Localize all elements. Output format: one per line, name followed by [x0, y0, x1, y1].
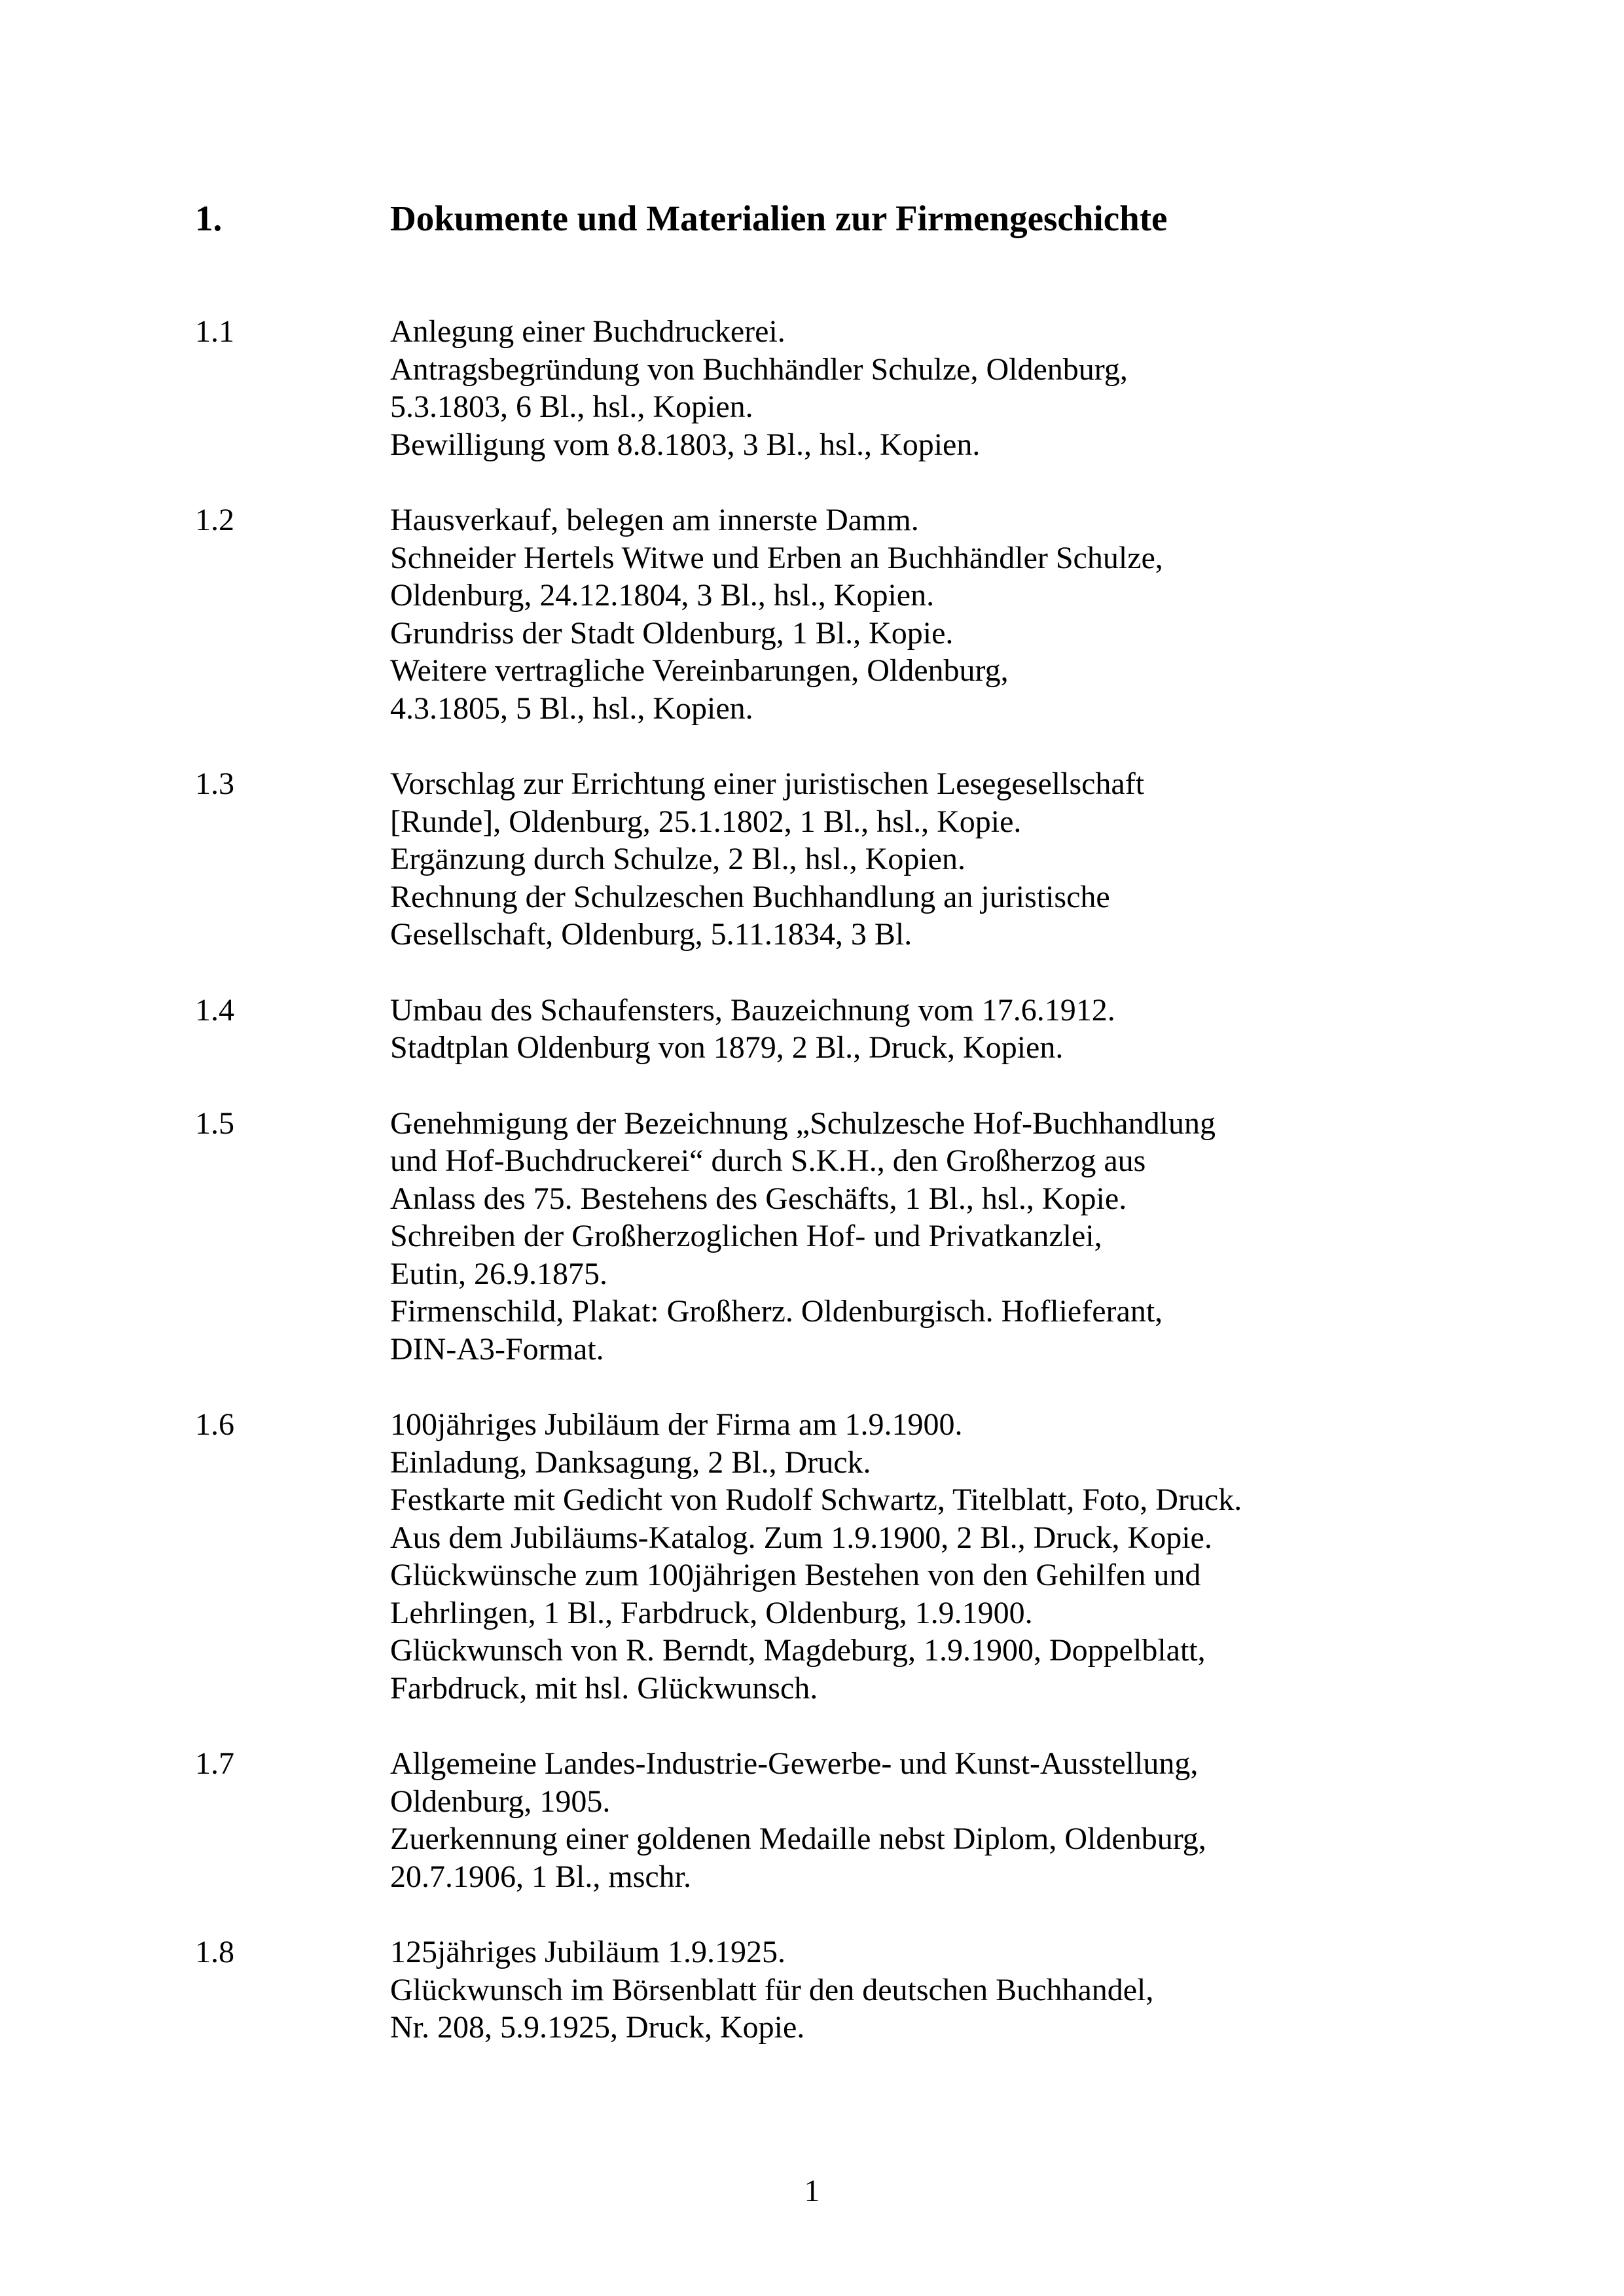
entry-number: 1.5	[195, 1105, 234, 1141]
section-heading	[195, 192, 1504, 245]
entry-line: Anlass des 75. Bestehens des Geschäfts, 1 Bl., hsl., Kopie.	[390, 1181, 1127, 1216]
entry-line: Oldenburg, 24.12.1804, 3 Bl., hsl., Kopien.	[390, 578, 935, 613]
entry-text	[390, 1406, 1439, 1707]
entry-text	[390, 501, 1439, 727]
entry-line: Weitere vertragliche Vereinbarungen, Oldenburg,	[390, 653, 1009, 688]
entry-line: Nr. 208, 5.9.1925, Druck, Kopie.	[390, 2010, 805, 2045]
entry-list	[195, 313, 1439, 2085]
entry-text	[390, 992, 1439, 1067]
entry-number: 1.6	[195, 1407, 234, 1442]
entry-line: und Hof-Buchdruckerei“ durch S.K.H., den Großherzog aus	[390, 1143, 1146, 1178]
list-item	[195, 992, 1439, 1067]
entry-text	[390, 1745, 1439, 1895]
entry-line: Oldenburg, 1905.	[390, 1784, 611, 1819]
list-item	[195, 765, 1439, 954]
entry-text	[390, 1105, 1439, 1369]
entry-line: Glückwunsch von R. Berndt, Magdeburg, 1.9.1900, Doppelblatt,	[390, 1633, 1206, 1668]
entry-number: 1.8	[195, 1935, 234, 1969]
list-item	[195, 1933, 1439, 2047]
list-item	[195, 313, 1439, 463]
entry-line: 100jähriges Jubiläum der Firma am 1.9.1900.	[390, 1407, 963, 1442]
entry-number: 1.4	[195, 992, 234, 1028]
entry-line: Rechnung der Schulzeschen Buchhandlung an juristische	[390, 879, 1110, 914]
list-item	[195, 501, 1439, 727]
section-title: Dokumente und Materialien zur Firmengeschichte	[390, 198, 1168, 238]
entry-text	[390, 765, 1439, 954]
entry-line: Aus dem Jubiläums-Katalog. Zum 1.9.1900, 2 Bl., Druck, Kopie.	[390, 1520, 1212, 1555]
entry-line: Festkarte mit Gedicht von Rudolf Schwartz, Titelblatt, Foto, Druck.	[390, 1482, 1242, 1517]
entry-line: Zuerkennung einer goldenen Medaille nebst Diplom, Oldenburg,	[390, 1821, 1206, 1856]
list-item	[195, 1406, 1439, 1707]
entry-line: 125jähriges Jubiläum 1.9.1925.	[390, 1935, 785, 1969]
entry-line: [Runde], Oldenburg, 25.1.1802, 1 Bl., hsl., Kopie.	[390, 804, 1022, 839]
entry-line: Gesellschaft, Oldenburg, 5.11.1834, 3 Bl.	[390, 917, 912, 952]
entry-line: Stadtplan Oldenburg von 1879, 2 Bl., Druck, Kopien.	[390, 1030, 1064, 1065]
entry-line: 5.3.1803, 6 Bl., hsl., Kopien.	[390, 389, 753, 424]
entry-line: Schneider Hertels Witwe und Erben an Buchhändler Schulze,	[390, 540, 1163, 575]
entry-line: Genehmigung der Bezeichnung „Schulzesche Hof-Buchhandlung	[390, 1105, 1216, 1141]
section-number: 1.	[195, 198, 223, 238]
entry-line: Ergänzung durch Schulze, 2 Bl., hsl., Kopien.	[390, 842, 965, 876]
entry-line: Farbdruck, mit hsl. Glückwunsch.	[390, 1670, 818, 1706]
entry-line: DIN-A3-Format.	[390, 1331, 604, 1367]
list-item	[195, 1745, 1439, 1895]
entry-line: Schreiben der Großherzoglichen Hof- und Privatkanzlei,	[390, 1219, 1102, 1253]
entry-text	[390, 313, 1439, 463]
entry-number: 1.2	[195, 503, 234, 537]
entry-line: Umbau des Schaufensters, Bauzeichnung vom 17.6.1912.	[390, 992, 1115, 1028]
entry-number: 1.1	[195, 314, 234, 349]
entry-line: Eutin, 26.9.1875.	[390, 1256, 607, 1291]
entry-line: Einladung, Danksagung, 2 Bl., Druck.	[390, 1444, 871, 1480]
entry-line: Anlegung einer Buchdruckerei.	[390, 314, 785, 349]
entry-line: Glückwunsch im Börsenblatt für den deutschen Buchhandel,	[390, 1972, 1154, 2007]
entry-text	[390, 1933, 1439, 2047]
entry-line: 20.7.1906, 1 Bl., mschr.	[390, 1859, 692, 1894]
entry-line: Firmenschild, Plakat: Großherz. Oldenburgisch. Hoflieferant,	[390, 1294, 1163, 1329]
entry-line: Allgemeine Landes-Industrie-Gewerbe- und Kunst-Ausstellung,	[390, 1746, 1199, 1781]
list-item	[195, 1105, 1439, 1369]
entry-number: 1.3	[195, 766, 234, 801]
entry-line: Vorschlag zur Errichtung einer juristischen Lesegesellschaft	[390, 766, 1145, 801]
entry-line: 4.3.1805, 5 Bl., hsl., Kopien.	[390, 691, 753, 726]
entry-number: 1.7	[195, 1746, 234, 1781]
entry-line: Hausverkauf, belegen am innerste Damm.	[390, 503, 919, 537]
page-number: 1	[804, 2174, 820, 2208]
entry-line: Glückwünsche zum 100jährigen Bestehen von den Gehilfen und	[390, 1558, 1201, 1592]
entry-line: Antragsbegründung von Buchhändler Schulze, Oldenburg,	[390, 351, 1128, 387]
entry-line: Grundriss der Stadt Oldenburg, 1 Bl., Kopie.	[390, 615, 954, 651]
entry-line: Lehrlingen, 1 Bl., Farbdruck, Oldenburg, 1.9.1900.	[390, 1595, 1033, 1630]
entry-line: Bewilligung vom 8.8.1803, 3 Bl., hsl., Kopien.	[390, 427, 981, 462]
